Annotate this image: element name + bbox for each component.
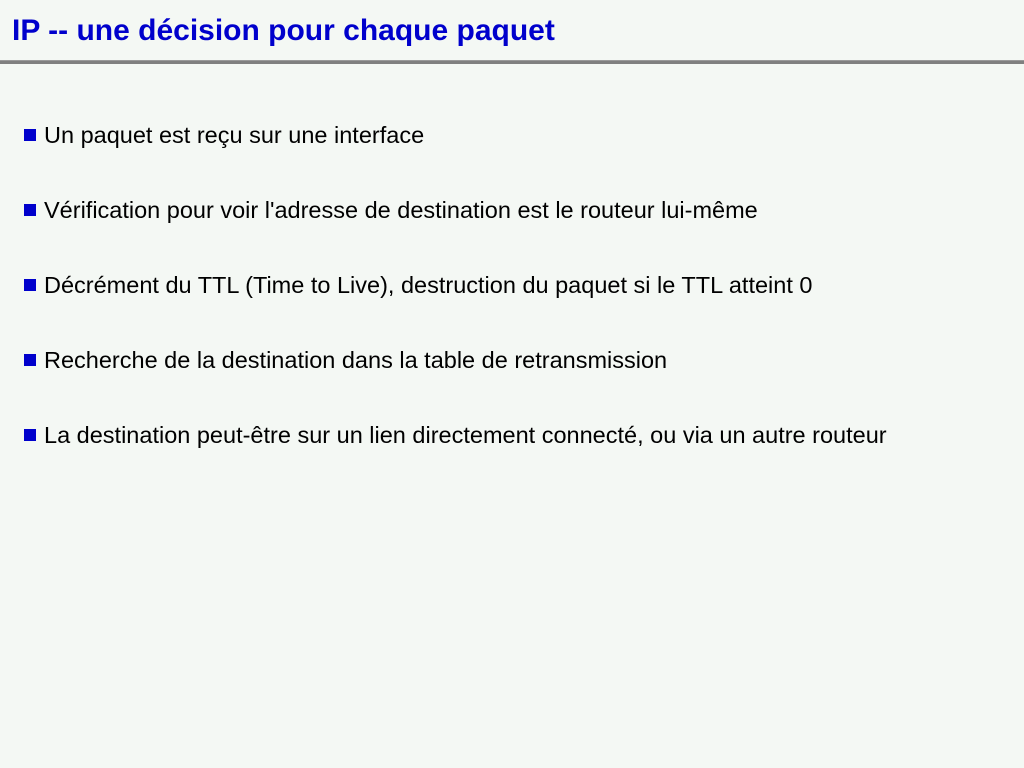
list-item [24, 418, 1000, 452]
list-item [24, 343, 1000, 377]
list-item [24, 268, 1000, 302]
square-bullet-icon [24, 279, 36, 291]
square-bullet-icon [24, 354, 36, 366]
square-bullet-icon [24, 429, 36, 441]
list-item [24, 193, 1000, 227]
title-divider [0, 60, 1024, 64]
list-item [24, 118, 1000, 152]
list-item-text: Un paquet est reçu sur une interface [44, 122, 425, 148]
list-item-text: Vérification pour voir l'adresse de destination est le routeur lui-même [44, 197, 758, 223]
list-item-text: Recherche de la destination dans la table de retransmission [44, 347, 668, 373]
square-bullet-icon [24, 129, 36, 141]
list-item-text: Décrément du TTL (Time to Live), destruction du paquet si le TTL atteint 0 [44, 272, 813, 298]
bullet-list [24, 118, 1000, 493]
list-item-text: La destination peut-être sur un lien directement connecté, ou via un autre routeur [44, 422, 887, 448]
page-title: IP -- une décision pour chaque paquet [12, 14, 555, 47]
square-bullet-icon [24, 204, 36, 216]
